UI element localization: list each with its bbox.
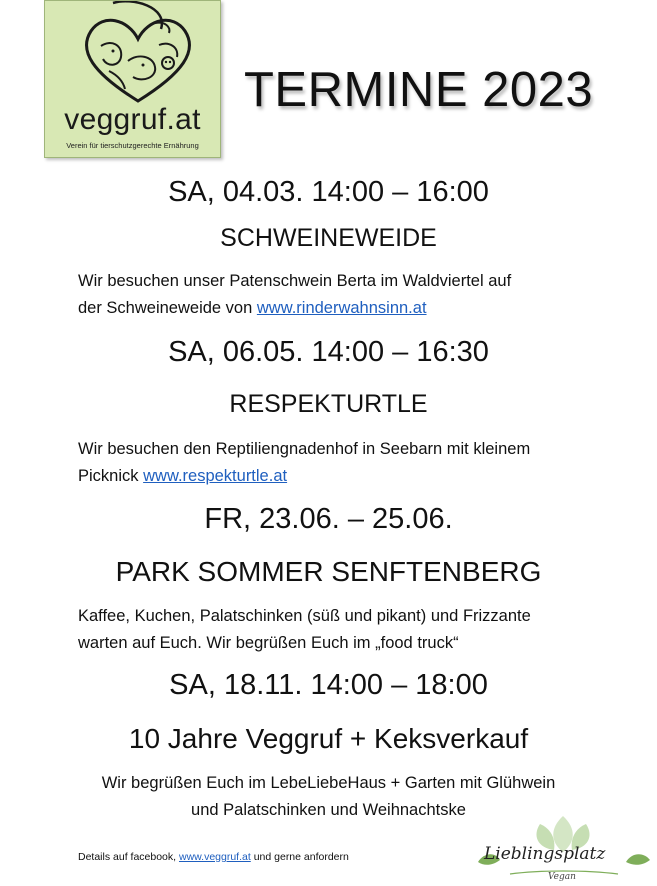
description-line: und Palatschinken und Weihnachtske [191,801,466,819]
lieblingsplatz-logo [470,812,657,886]
description-line: Wir besuchen unser Patenschwein Berta im Waldviertel auf [78,272,512,290]
event-description [78,268,638,322]
event-heading: PARK SOMMER SENFTENBERG [115,556,542,587]
veggruf-logo [44,0,221,158]
event-heading: 10 Jahre Veggruf + Keksverkauf [128,723,529,754]
rinderwahnsinn-link[interactable]: www.rinderwahnsinn.at [256,299,427,317]
footer-prefix: Details auf facebook, [78,851,179,863]
event-date: SA, 04.03. 14:00 – 16:00 [168,176,489,208]
footer-note [78,851,349,863]
event-description [78,436,638,490]
lieblingsplatz-name: Lieblingsplatz [484,844,606,864]
description-line [78,295,638,322]
event-description [78,603,638,657]
page-title: TERMINE 2023 [244,63,594,117]
description-line: Wir besuchen den Reptiliengnadenhof in Seebarn mit kleinem [78,440,531,458]
footer-suffix: und gerne anfordern [250,851,349,863]
lieblingsplatz-sub: Vegan [548,872,576,882]
event-date: SA, 18.11. 14:00 – 18:00 [169,669,488,701]
event-date: FR, 23.06. – 25.06. [204,503,453,535]
description-line: Wir begrüßen Euch im LebeLiebeHaus + Garten mit Glühwein [101,774,556,792]
description-line [78,463,638,490]
description-line: Kaffee, Kuchen, Palatschinken (süß und pikant) und Frizzante [78,607,531,625]
event-heading: SCHWEINEWEIDE [220,224,437,252]
event-date: SA, 06.05. 14:00 – 16:30 [168,336,489,368]
veggruf-link[interactable]: www.veggruf.at [178,851,251,863]
description-text: Picknick [78,467,144,485]
logo-tagline: Verein für tierschutzgerechte Ernährung [66,141,199,150]
description-line: warten auf Euch. Wir begrüßen Euch im „food truck“ [78,634,459,652]
heart-animals-icon [73,1,203,109]
logo-name: veggruf.at [64,103,201,136]
event-heading: RESPEKTURTLE [229,390,428,418]
description-text: der Schweineweide von [78,299,257,317]
respekturtle-link[interactable]: www.respekturtle.at [143,467,288,485]
